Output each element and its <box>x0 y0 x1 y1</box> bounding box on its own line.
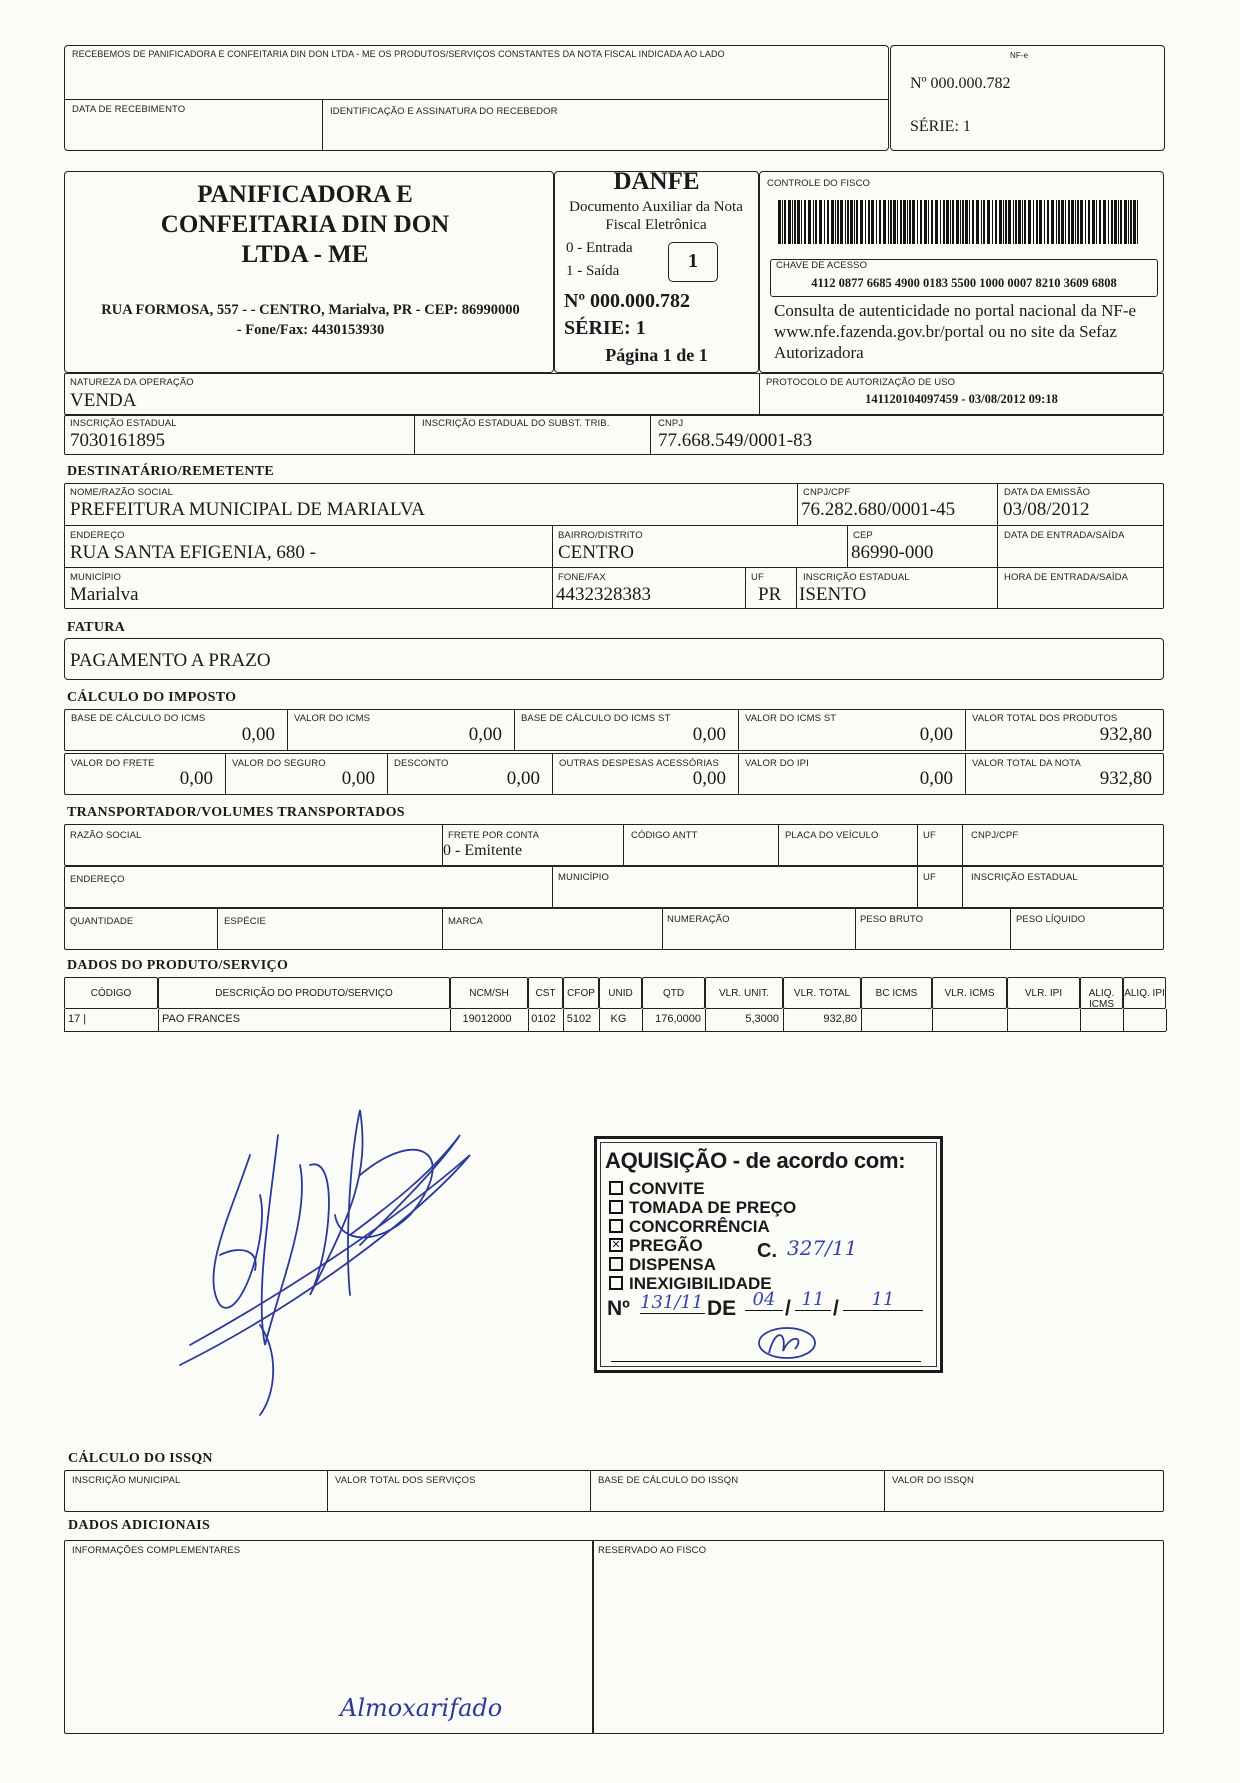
gross-weight-label: PESO BRUTO <box>860 914 924 925</box>
issqn-label: VALOR TOTAL DOS SERVIÇOS <box>335 1475 476 1486</box>
recipient-phone: 4432328383 <box>556 584 651 605</box>
table-cell: 0102 <box>531 1013 556 1025</box>
danfe-subtitle: Documento Auxiliar da Nota Fiscal Eletrônica <box>569 199 743 233</box>
stamp-c-label: C. <box>757 1240 777 1262</box>
access-key: 4112 0877 6685 4900 0183 5500 1000 0007 8210 3609 6808 <box>811 276 1117 290</box>
carrier-city-label: MUNICÍPIO <box>558 872 610 883</box>
issuer-name: PANIFICADORA E CONFEITARIA DIN DON LTDA - ME <box>160 181 450 268</box>
transport-r3-div-2 <box>442 908 443 950</box>
acquisition-stamp <box>594 1136 943 1373</box>
net-weight-label: PESO LÍQUIDO <box>1016 914 1086 925</box>
invoice-text: PAGAMENTO A PRAZO <box>70 650 271 671</box>
access-key-label: CHAVE DE ACESSO <box>776 260 868 271</box>
danfe-page: Página 1 de 1 <box>605 345 708 365</box>
volume-species-label: ESPÉCIE <box>224 916 266 927</box>
fisco-control-label: CONTROLE DO FISCO <box>767 178 871 189</box>
table-row <box>64 1031 1166 1032</box>
antt-label: CÓDIGO ANTT <box>631 830 698 841</box>
transport-r2-div-1 <box>552 866 553 908</box>
handwritten-note: Almoxarifado <box>340 1694 503 1722</box>
table-cell-border <box>861 1009 862 1031</box>
issuer-tax-row <box>64 415 1164 455</box>
volume-numbering-label: NUMERAÇÃO <box>667 914 730 925</box>
issqn-label: INSCRIÇÃO MUNICIPAL <box>72 1475 181 1486</box>
table-header-label: VLR. IPI <box>1024 988 1063 999</box>
issue-date: 03/08/2012 <box>1003 499 1090 520</box>
table-header-label: ALIQ. ICMS <box>1088 988 1115 1010</box>
tax-value: 0,00 <box>919 724 953 745</box>
receipt-date-label: DATA DE RECEBIMENTO <box>72 104 186 115</box>
issuer-tax-divider-2 <box>650 415 651 455</box>
tax-value: 0,00 <box>241 724 275 745</box>
stamp-no-value: 131/11 <box>640 1292 704 1313</box>
freight-label: FRETE POR CONTA <box>448 830 540 841</box>
tax-value: 932,80 <box>1099 724 1152 745</box>
recipient-div-a <box>797 483 798 525</box>
stamp-date-day: 04 <box>745 1289 783 1311</box>
table-header-label: CST <box>535 988 556 999</box>
tax-value: 0,00 <box>468 724 502 745</box>
transport-r1-div-4 <box>917 824 918 866</box>
issqn-section-title: CÁLCULO DO ISSQN <box>68 1451 213 1466</box>
stamp-initials <box>747 1323 827 1363</box>
carrier-uf-label: UF <box>923 872 936 883</box>
vehicle-uf-label: UF <box>923 830 936 841</box>
entry-exit-date-label: DATA DE ENTRADA/SAÍDA <box>1004 530 1125 541</box>
table-header-label: NCM/SH <box>469 988 509 999</box>
transport-r2-div-2 <box>917 866 918 908</box>
authenticity-info: Consulta de autenticidade no portal nacional da NF-e www.nfe.fazenda.gov.br/portal ou no site da Sefaz Autorizadora <box>774 301 1137 362</box>
transport-section-title: TRANSPORTADOR/VOLUMES TRANSPORTADOS <box>67 805 405 820</box>
tax-value: 0,00 <box>506 768 540 789</box>
issuer-cnpj-label: CNPJ <box>658 418 684 429</box>
receipt-vdivider <box>322 99 323 151</box>
protocol-value: 141120104097459 - 03/08/2012 09:18 <box>865 392 1058 406</box>
tax-label: BASE DE CÁLCULO DO ICMS ST <box>521 713 671 724</box>
tax-value: 0,00 <box>341 768 375 789</box>
tax-value: 932,80 <box>1099 768 1152 789</box>
checkbox-icon <box>609 1257 623 1271</box>
invoice-section-title: FATURA <box>67 620 126 635</box>
carrier-cnpj-label: CNPJ/CPF <box>971 830 1019 841</box>
additional-info-label: INFORMAÇÕES COMPLEMENTARES <box>72 1545 241 1556</box>
transport-row-3 <box>64 908 1164 950</box>
operation-nature-label: NATUREZA DA OPERAÇÃO <box>70 377 194 388</box>
table-header-label: CÓDIGO <box>90 988 132 999</box>
table-cell: PAO FRANCES <box>162 1013 241 1025</box>
transport-r1-div-2 <box>623 824 624 866</box>
tax-label: VALOR DO FRETE <box>71 758 155 769</box>
carrier-name-label: RAZÃO SOCIAL <box>70 830 142 841</box>
danfe-type-value: 1 <box>688 250 698 272</box>
receipt-nfe-label: NF-e <box>1010 51 1029 60</box>
issuer-ie: 7030161895 <box>70 430 165 451</box>
tax-label: VALOR DO ICMS ST <box>745 713 837 724</box>
table-header-label: BC ICMS <box>875 988 918 999</box>
receipt-stub <box>64 45 889 151</box>
danfe-saida: 1 - Saída <box>566 263 620 279</box>
issuer-cnpj: 77.668.549/0001-83 <box>658 430 813 451</box>
table-header-label: QTD <box>662 988 685 999</box>
products-section-title: DADOS DO PRODUTO/SERVIÇO <box>67 958 289 973</box>
table-cell: 5102 <box>566 1013 592 1025</box>
checkbox-icon <box>609 1200 623 1214</box>
recipient-address-label: ENDEREÇO <box>70 530 125 541</box>
receipt-divider <box>65 99 888 100</box>
issuer-ie-st-label: INSCRIÇÃO ESTADUAL DO SUBST. TRIB. <box>422 418 610 429</box>
recipient-ie: ISENTO <box>799 584 867 605</box>
recipient-row-line-2 <box>64 567 1164 568</box>
issuer-tax-divider-1 <box>414 415 415 455</box>
checkbox-icon <box>609 1219 623 1233</box>
table-cell: 19012000 <box>462 1013 512 1025</box>
table-header-label: VLR. ICMS <box>944 988 995 999</box>
vehicle-plate-label: PLACA DO VEÍCULO <box>785 830 879 841</box>
stamp-option-label: TOMADA DE PREÇO <box>629 1198 797 1217</box>
transport-r1-div-3 <box>778 824 779 866</box>
recipient-div-d <box>847 525 848 567</box>
table-cell-border <box>158 1009 159 1031</box>
recipient-div-b <box>997 483 998 609</box>
tax-label: VALOR DO IPI <box>745 758 809 769</box>
danfe-number: Nº 000.000.782 <box>564 290 691 312</box>
table-header-label: UNID <box>608 988 633 999</box>
table-cell: 932,80 <box>823 1013 857 1025</box>
recipient-row-line-1 <box>64 525 1164 526</box>
stamp-date-year: 11 <box>843 1289 923 1311</box>
table-header-label: DESCRIÇÃO DO PRODUTO/SERVIÇO <box>215 988 393 999</box>
transport-r3-div-3 <box>662 908 663 950</box>
tax-label: VALOR TOTAL DA NOTA <box>972 758 1081 769</box>
additional-section-title: DADOS ADICIONAIS <box>68 1518 211 1533</box>
table-cell-border <box>1166 1009 1167 1031</box>
volume-brand-label: MARCA <box>448 916 483 927</box>
recipient-uf: PR <box>758 584 782 605</box>
recipient-div-e <box>745 567 746 609</box>
barcode-icon <box>778 200 1144 244</box>
checkbox-icon <box>609 1276 623 1290</box>
tax-label: VALOR TOTAL DOS PRODUTOS <box>972 713 1118 724</box>
tax-label: OUTRAS DESPESAS ACESSÓRIAS <box>559 758 719 769</box>
tax-label: DESCONTO <box>394 758 449 769</box>
issqn-divider <box>884 1470 885 1512</box>
tax-value: 0,00 <box>919 768 953 789</box>
stamp-no-label: Nº <box>607 1297 630 1320</box>
table-cell-border <box>1123 1009 1124 1031</box>
stamp-de-label: DE <box>707 1297 737 1320</box>
transport-r3-div-4 <box>855 908 856 950</box>
tax-value: 0,00 <box>692 768 726 789</box>
tax-value: 0,00 <box>179 768 213 789</box>
recipient-city: Marialva <box>70 584 139 605</box>
stamp-date-month: 11 <box>795 1289 831 1311</box>
recipient-div-c <box>552 525 553 609</box>
freight-value: 0 - Emitente <box>443 842 523 859</box>
stamp-option-label: CONCORRÊNCIA <box>629 1217 770 1236</box>
recipient-phone-label: FONE/FAX <box>558 572 606 583</box>
issue-date-label: DATA DA EMISSÃO <box>1004 487 1091 498</box>
table-cell: 176,0000 <box>655 1013 701 1025</box>
table-cell-border <box>1007 1009 1008 1031</box>
carrier-ie-label: INSCRIÇÃO ESTADUAL <box>971 872 1078 883</box>
table-cell: KG <box>610 1013 627 1025</box>
issqn-divider <box>327 1470 328 1512</box>
stamp-c-value: 327/11 <box>787 1236 858 1260</box>
danfe-entrada: 0 - Entrada <box>566 240 633 256</box>
transport-r3-div-5 <box>1010 908 1011 950</box>
recipient-cep-label: CEP <box>853 530 873 541</box>
tax-label: VALOR DO ICMS <box>294 713 371 724</box>
issuer-phone: - Fone/Fax: 4430153930 <box>236 322 385 338</box>
tax-label: BASE DE CÁLCULO DO ICMS <box>71 713 206 724</box>
issqn-label: VALOR DO ISSQN <box>892 1475 974 1486</box>
stamp-option <box>609 1198 796 1217</box>
carrier-address-label: ENDEREÇO <box>70 874 125 885</box>
table-cell-border <box>1080 1009 1081 1031</box>
stamp-slash-2: / <box>833 1297 839 1320</box>
checkbox-icon <box>609 1181 623 1195</box>
issqn-divider <box>590 1470 591 1512</box>
issuer-ie-label: INSCRIÇÃO ESTADUAL <box>70 418 177 429</box>
table-cell: 17 | <box>68 1013 87 1025</box>
table-cell: 5,3000 <box>745 1013 779 1025</box>
issqn-label: BASE DE CÁLCULO DO ISSQN <box>598 1475 739 1486</box>
tax-value: 0,00 <box>692 724 726 745</box>
additional-info-box <box>64 1540 594 1734</box>
handwritten-signature <box>160 1095 490 1425</box>
stamp-options <box>609 1179 796 1293</box>
recipient-cep: 86990-000 <box>851 542 934 563</box>
stamp-option-label: PREGÃO <box>629 1236 703 1255</box>
stamp-option <box>609 1179 796 1198</box>
tax-section-title: CÁLCULO DO IMPOSTO <box>67 690 237 705</box>
table-cell-border <box>932 1009 933 1031</box>
transport-r3-div-1 <box>217 908 218 950</box>
recipient-div-f <box>796 567 797 609</box>
recipient-name-label: NOME/RAZÃO SOCIAL <box>70 487 174 498</box>
table-header-label: VLR. UNIT. <box>718 988 769 999</box>
recipient-name: PREFEITURA MUNICIPAL DE MARIALVA <box>70 499 425 520</box>
operation-nature: VENDA <box>70 390 137 411</box>
volume-quantity-label: QUANTIDADE <box>70 916 134 927</box>
reserved-fisco-box <box>592 1540 1164 1734</box>
stamp-option <box>609 1217 796 1236</box>
recipient-cnpj-label: CNPJ/CPF <box>803 487 851 498</box>
checked-box-icon: ✕ <box>609 1238 623 1252</box>
recipient-ie-label: INSCRIÇÃO ESTADUAL <box>803 572 910 583</box>
receipt-signature-label: IDENTIFICAÇÃO E ASSINATURA DO RECEBEDOR <box>330 106 558 117</box>
receipt-series: SÉRIE: 1 <box>910 118 971 135</box>
recipient-district: CENTRO <box>558 542 634 563</box>
danfe-series: SÉRIE: 1 <box>564 317 646 339</box>
recipient-section-title: DESTINATÁRIO/REMETENTE <box>67 464 275 479</box>
entry-exit-time-label: HORA DE ENTRADA/SAÍDA <box>1004 572 1129 583</box>
stamp-option-label: DISPENSA <box>629 1255 716 1274</box>
danfe-title: DANFE <box>613 168 700 195</box>
tax-label: VALOR DO SEGURO <box>232 758 326 769</box>
issuer-address: RUA FORMOSA, 557 - - CENTRO, Marialva, PR - CEP: 86990000 <box>101 302 520 318</box>
stamp-title: AQUISIÇÃO - de acordo com: <box>605 1148 906 1173</box>
receipt-statement: RECEBEMOS DE PANIFICADORA E CONFEITARIA DIN DON LTDA - ME OS PRODUTOS/SERVIÇOS CONSTANTES DA NOTA FISCAL INDICADA AO LADO <box>72 49 725 59</box>
stamp-slash-1: / <box>785 1297 791 1320</box>
table-header-label: VLR. TOTAL <box>793 988 851 999</box>
table-cell-border <box>64 1009 65 1031</box>
transport-r2-div-3 <box>962 866 963 908</box>
receipt-number: Nº 000.000.782 <box>910 75 1011 92</box>
table-header-label: CFOP <box>567 988 595 999</box>
stamp-option-label: CONVITE <box>629 1179 705 1198</box>
recipient-address: RUA SANTA EFIGENIA, 680 - <box>70 542 317 563</box>
stamp-option-label: INEXIGIBILIDADE <box>629 1274 772 1293</box>
protocol-label: PROTOCOLO DE AUTORIZAÇÃO DE USO <box>766 377 956 388</box>
recipient-city-label: MUNICÍPIO <box>70 572 122 583</box>
transport-r1-div-5 <box>962 824 963 866</box>
recipient-uf-label: UF <box>751 572 764 583</box>
reserved-fisco-label: RESERVADO AO FISCO <box>598 1545 707 1556</box>
recipient-district-label: BAIRRO/DISTRITO <box>558 530 643 541</box>
table-header-label: ALIQ. IPI <box>1124 988 1165 999</box>
recipient-cnpj: 76.282.680/0001-45 <box>801 499 956 520</box>
